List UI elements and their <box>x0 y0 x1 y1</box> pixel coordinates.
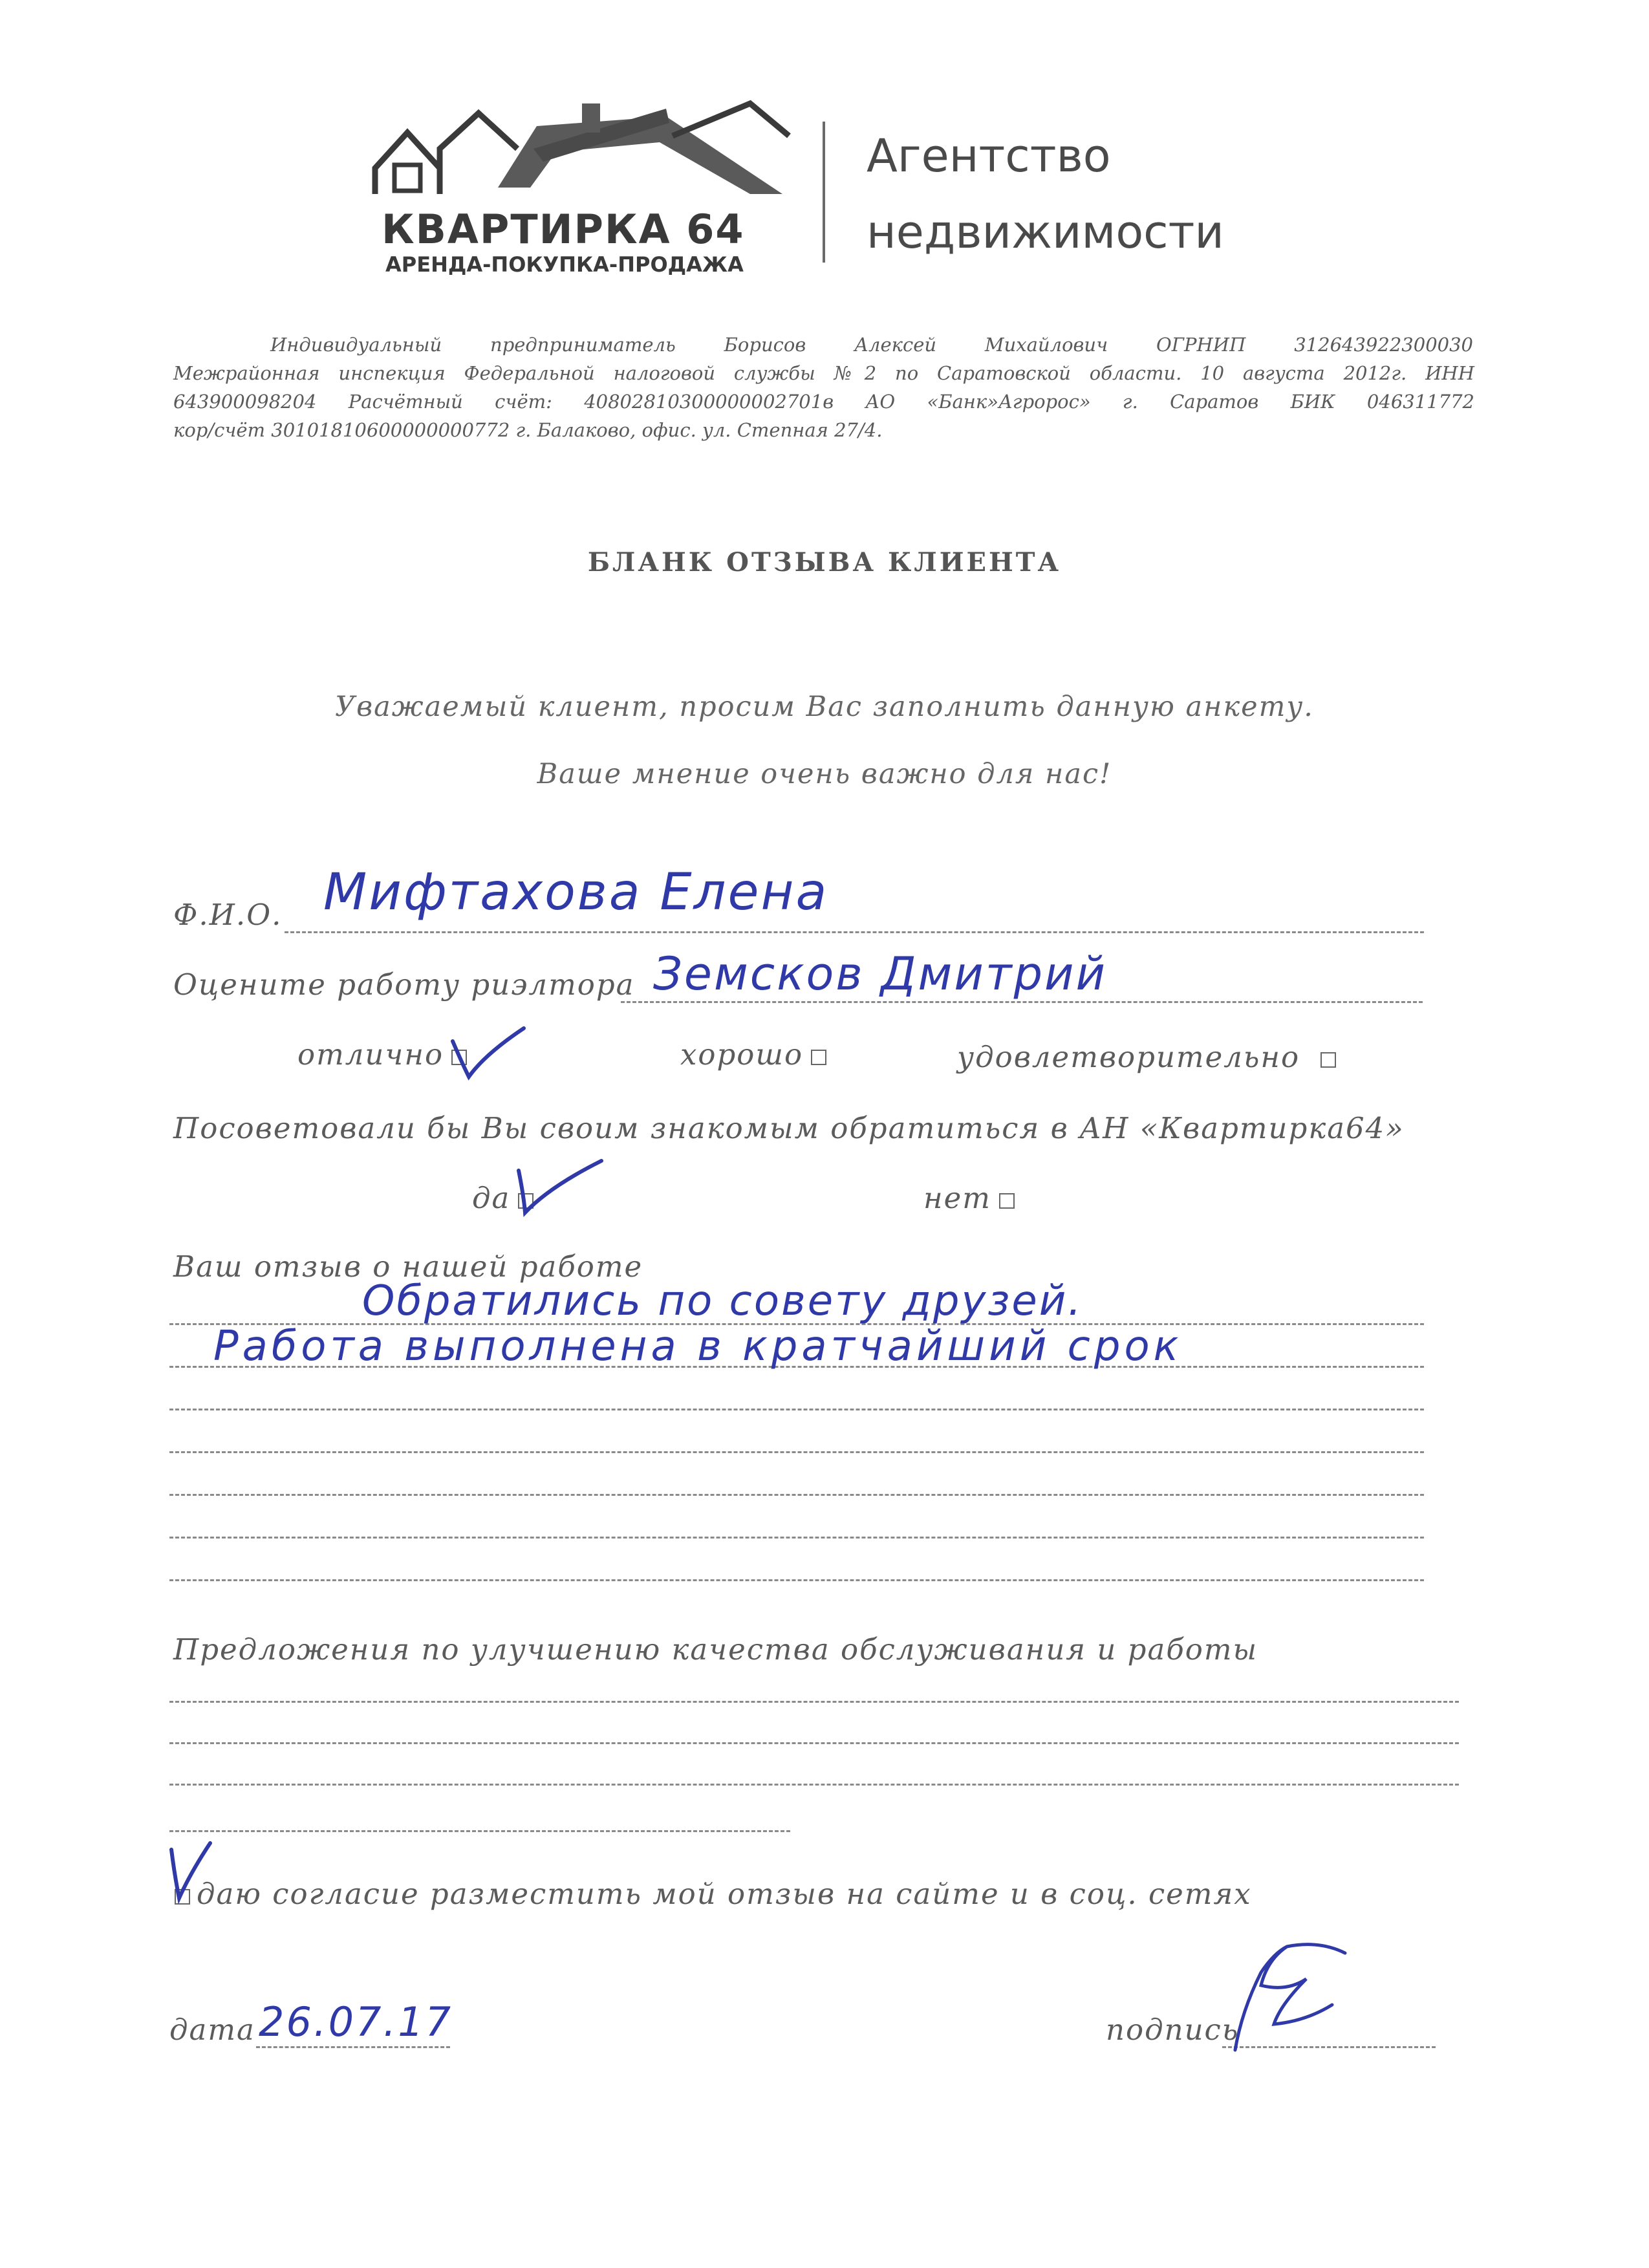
check-mark-icon <box>165 1840 217 1911</box>
requisites-line-2: Межрайонная инспекция Федеральной налоговой службы №2 по Саратовской области. 10 августа 2012г. ИНН <box>173 362 1474 384</box>
option-satisfactory-checkbox[interactable] <box>1320 1052 1336 1068</box>
review-line-3 <box>169 1409 1424 1410</box>
suggest-line-4 <box>169 1830 790 1832</box>
brand-tagline: АРЕНДА-ПОКУПКА-ПРОДАЖА <box>385 252 744 277</box>
option-yes-label: да <box>472 1181 511 1215</box>
suggest-line-3 <box>169 1784 1459 1786</box>
option-satisfactory[interactable] <box>957 1040 1336 1074</box>
consent-label: даю согласие разместить мой отзыв на сайте и в соц. сетях <box>197 1877 1252 1911</box>
signature-icon <box>1216 1934 1410 2063</box>
fio-handwritten[interactable]: Мифтахова Елена <box>323 863 829 922</box>
sign-label: подпись <box>1106 2013 1240 2047</box>
intro-line-2: Ваше мнение очень важно для нас! <box>537 758 1112 790</box>
review-line-7 <box>169 1579 1424 1581</box>
logo-divider <box>823 122 825 263</box>
option-excellent-label: отлично <box>297 1037 444 1072</box>
fio-line <box>285 931 1424 933</box>
rate-handwritten[interactable]: Земсков Дмитрий <box>653 947 1108 1000</box>
suggest-line-1 <box>169 1701 1459 1703</box>
requisites-line-3: 643900098204 Расчётный счёт: 40802810300000002701в АО «Банк»Агророс» г. Саратов БИК 046311772 <box>173 391 1474 413</box>
option-no-label: нет <box>923 1181 991 1215</box>
fio-label: Ф.И.О. <box>173 898 283 932</box>
intro-line-1: Уважаемый клиент, просим Вас заполнить данную анкету. <box>335 691 1314 723</box>
agency-line-1: Агентство <box>867 129 1111 182</box>
option-satisfactory-label: удовлетворительно <box>957 1040 1300 1074</box>
review-line-4 <box>169 1451 1424 1453</box>
logo-house-icon <box>369 97 795 207</box>
option-good[interactable] <box>680 1037 826 1072</box>
suggest-line-2 <box>169 1742 1459 1744</box>
option-good-checkbox[interactable] <box>811 1050 826 1065</box>
agency-line-2: недвижимости <box>867 206 1224 259</box>
review-line-6 <box>169 1537 1424 1539</box>
review-line-5 <box>169 1494 1424 1496</box>
rate-line <box>621 1001 1423 1003</box>
option-good-label: хорошо <box>680 1037 804 1072</box>
recommend-label: Посоветовали бы Вы своим знакомым обратиться в АН «Квартирка64» <box>173 1111 1405 1145</box>
review-handwritten-2[interactable]: Работа выполнена в кратчайший срок <box>213 1323 1183 1370</box>
review-label: Ваш отзыв о нашей работе <box>173 1249 643 1284</box>
suggest-label: Предложения по улучшению качества обслуживания и работы <box>173 1632 1258 1667</box>
brand-name: КВАРТИРКА 64 <box>382 206 745 253</box>
requisites-line-4: кор/счёт 30101810600000000772 г. Балаково, офис. ул. Степная 27/4. <box>173 419 883 441</box>
requisites-line-1: Индивидуальный предприниматель Борисов Алексей Михайлович ОГРНИП 312643922300030 <box>270 334 1473 356</box>
option-no-checkbox[interactable] <box>999 1193 1015 1209</box>
date-handwritten[interactable]: 26.07.17 <box>259 1998 453 2046</box>
rate-label: Оцените работу риэлтора <box>173 967 635 1002</box>
option-excellent[interactable] <box>297 1037 467 1072</box>
consent[interactable] <box>175 1877 1252 1911</box>
option-no[interactable] <box>923 1181 1015 1215</box>
date-label: дата <box>169 2013 255 2047</box>
form-title: БЛАНК ОТЗЫВА КЛИЕНТА <box>587 547 1062 578</box>
date-line <box>256 2046 450 2048</box>
check-mark-icon <box>446 1015 530 1086</box>
check-mark-icon <box>511 1151 608 1222</box>
review-handwritten-1[interactable]: Обратились по совету друзей. <box>362 1277 1083 1325</box>
